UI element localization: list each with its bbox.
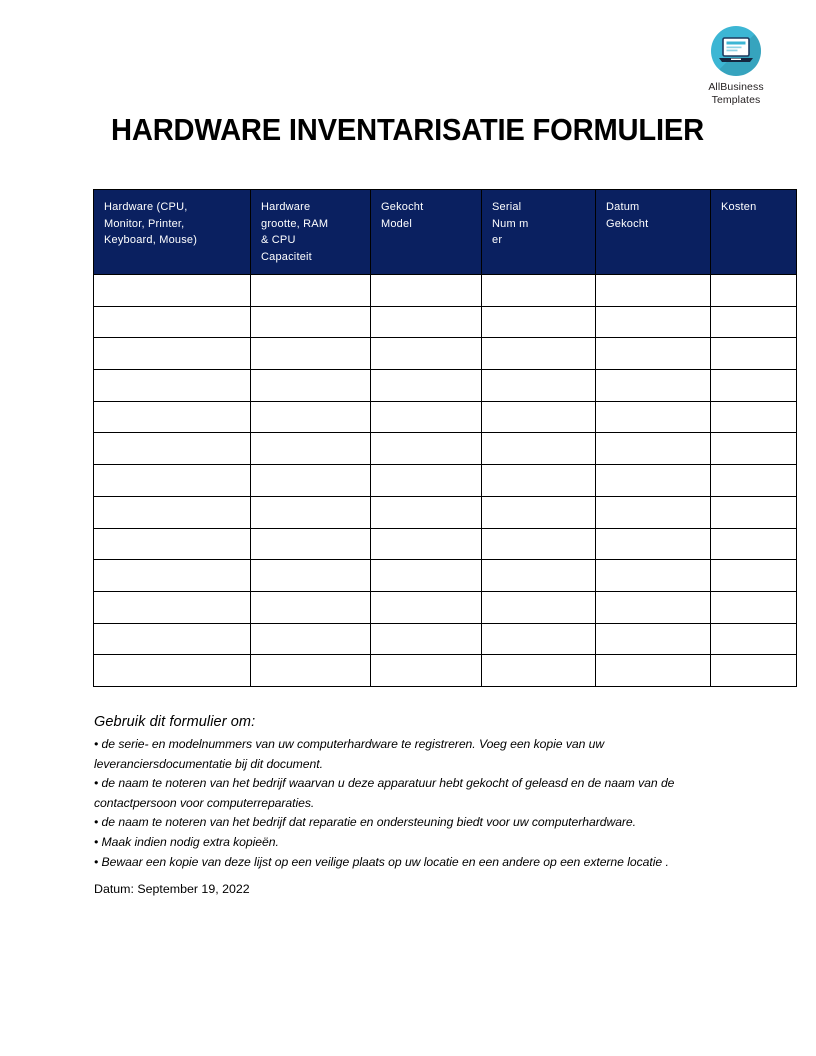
table-cell-hardware[interactable] [94,528,251,560]
table-cell-datum[interactable] [596,496,711,528]
table-cell-serial[interactable] [482,591,596,623]
table-cell-grootte[interactable] [251,465,371,497]
table-cell-hardware[interactable] [94,401,251,433]
column-header-grootte-line2: grootte, RAM [261,217,329,230]
laptop-icon [711,26,761,76]
table-cell-grootte[interactable] [251,560,371,592]
table-cell-hardware[interactable] [94,275,251,307]
table-cell-kosten[interactable] [711,591,797,623]
usage-note-item: • de naam te noteren van het bedrijf dat reparatie en ondersteuning biedt voor uw computerhardware. [94,815,637,830]
table-cell-kosten[interactable] [711,370,797,402]
column-header-kosten-line1: Kosten [721,201,757,213]
table-row [94,560,797,592]
table-cell-datum[interactable] [596,465,711,497]
table-cell-hardware[interactable] [94,465,251,497]
table-cell-hardware[interactable] [94,306,251,338]
table-cell-model[interactable] [371,401,482,433]
document-date: Datum: September 19, 2022 [94,882,250,896]
table-cell-model[interactable] [371,496,482,528]
table-cell-serial[interactable] [482,623,596,655]
table-cell-serial[interactable] [482,370,596,402]
table-cell-serial[interactable] [482,401,596,433]
table-cell-serial[interactable] [482,465,596,497]
table-cell-grootte[interactable] [251,338,371,370]
table-cell-hardware[interactable] [94,560,251,592]
table-cell-hardware[interactable] [94,338,251,370]
table-cell-model[interactable] [371,433,482,465]
column-header-grootte-line3: & CPU [261,234,296,246]
table-cell-kosten[interactable] [711,433,797,465]
column-header-datum-line2: Gekocht [606,217,649,230]
table-cell-hardware[interactable] [94,623,251,655]
table-cell-serial[interactable] [482,496,596,528]
table-cell-serial[interactable] [482,528,596,560]
table-cell-kosten[interactable] [711,623,797,655]
table-cell-datum[interactable] [596,433,711,465]
table-cell-model[interactable] [371,338,482,370]
table-cell-kosten[interactable] [711,275,797,307]
table-cell-serial[interactable] [482,275,596,307]
table-cell-serial[interactable] [482,560,596,592]
table-cell-hardware[interactable] [94,496,251,528]
column-header-grootte-line1: Hardware [261,201,311,213]
table-cell-datum[interactable] [596,591,711,623]
table-cell-datum[interactable] [596,275,711,307]
table-row [94,306,797,338]
table-cell-model[interactable] [371,528,482,560]
table-cell-grootte[interactable] [251,623,371,655]
table-row [94,528,797,560]
hardware-inventory-table [93,189,797,687]
table-cell-datum[interactable] [596,338,711,370]
table-row [94,496,797,528]
table-cell-datum[interactable] [596,370,711,402]
table-cell-serial[interactable] [482,433,596,465]
column-header-model [371,190,482,275]
table-cell-grootte[interactable] [251,433,371,465]
column-header-kosten [711,190,797,275]
column-header-grootte-line4: Capaciteit [261,250,312,263]
usage-notes-heading: Gebruik dit formulier om: [94,714,256,730]
table-cell-model[interactable] [371,623,482,655]
table-cell-hardware[interactable] [94,433,251,465]
table-header-row [94,190,797,275]
table-cell-datum[interactable] [596,306,711,338]
table-cell-grootte[interactable] [251,655,371,687]
table-row [94,591,797,623]
brand-name-line2: Templates [711,93,761,106]
usage-notes [94,712,719,872]
table-cell-grootte[interactable] [251,306,371,338]
column-header-model-line2: Model [381,217,412,230]
table-row [94,370,797,402]
column-header-datum [596,190,711,275]
table-row [94,338,797,370]
table-row [94,275,797,307]
column-header-model-line1: Gekocht [381,201,424,213]
page-title: HARDWARE INVENTARISATIE FORMULIER [111,113,704,147]
table-cell-datum[interactable] [596,528,711,560]
table-row [94,401,797,433]
column-header-hardware [94,190,251,275]
brand-name [688,81,784,106]
table-cell-grootte[interactable] [251,401,371,433]
table-cell-hardware[interactable] [94,591,251,623]
table-cell-kosten[interactable] [711,496,797,528]
table-cell-hardware[interactable] [94,655,251,687]
table-cell-kosten[interactable] [711,465,797,497]
column-header-hardware-line3: Keyboard, Mouse) [104,234,198,246]
table-row [94,433,797,465]
table-cell-model[interactable] [371,560,482,592]
table-body [94,275,797,687]
table-cell-model[interactable] [371,591,482,623]
column-header-hardware-line2: Monitor, Printer, [104,217,185,230]
table-cell-kosten[interactable] [711,306,797,338]
column-header-hardware-line1: Hardware (CPU, [104,201,188,213]
table-cell-datum[interactable] [596,623,711,655]
table-cell-serial[interactable] [482,338,596,370]
table-cell-model[interactable] [371,306,482,338]
table-cell-kosten[interactable] [711,655,797,687]
usage-note-item: • Bewaar een kopie van deze lijst op een veilige plaats op uw locatie en een andere op een externe locatie . [94,854,669,869]
table-cell-serial[interactable] [482,655,596,687]
usage-notes-list [94,735,719,872]
table-cell-model[interactable] [371,655,482,687]
table-row [94,465,797,497]
table-cell-datum[interactable] [596,560,711,592]
column-header-serial [482,190,596,275]
usage-note-item: • Maak indien nodig extra kopieën. [94,834,279,849]
table-cell-kosten[interactable] [711,528,797,560]
column-header-grootte [251,190,371,275]
table-cell-grootte[interactable] [251,528,371,560]
table-cell-model[interactable] [371,275,482,307]
usage-note-item: • de serie- en modelnummers van uw computerhardware te registreren. Voeg een kopie van uw leveranciersdocumentatie bij dit document. [94,737,605,771]
table-cell-datum[interactable] [596,401,711,433]
table-row [94,623,797,655]
table-cell-kosten[interactable] [711,560,797,592]
column-header-serial-line1: Serial [492,201,522,213]
table-cell-datum[interactable] [596,655,711,687]
brand-logo-block [688,26,784,106]
table-cell-model[interactable] [371,465,482,497]
table-row [94,655,797,687]
table-header [94,190,797,275]
column-header-serial-line2: Num m [492,217,529,230]
column-header-datum-line1: Datum [606,201,640,213]
table-cell-kosten[interactable] [711,401,797,433]
table-cell-grootte[interactable] [251,370,371,402]
table-cell-grootte[interactable] [251,275,371,307]
brand-name-line1: AllBusiness [708,81,764,93]
table-cell-hardware[interactable] [94,370,251,402]
table-cell-model[interactable] [371,370,482,402]
usage-note-item: • de naam te noteren van het bedrijf waarvan u deze apparatuur hebt gekocht of geleasd en de naam van de contactpersoon voor computerreparaties. [94,776,675,810]
column-header-serial-line3: er [492,234,503,246]
table-cell-grootte[interactable] [251,591,371,623]
table-cell-grootte[interactable] [251,496,371,528]
table-cell-kosten[interactable] [711,338,797,370]
table-cell-serial[interactable] [482,306,596,338]
